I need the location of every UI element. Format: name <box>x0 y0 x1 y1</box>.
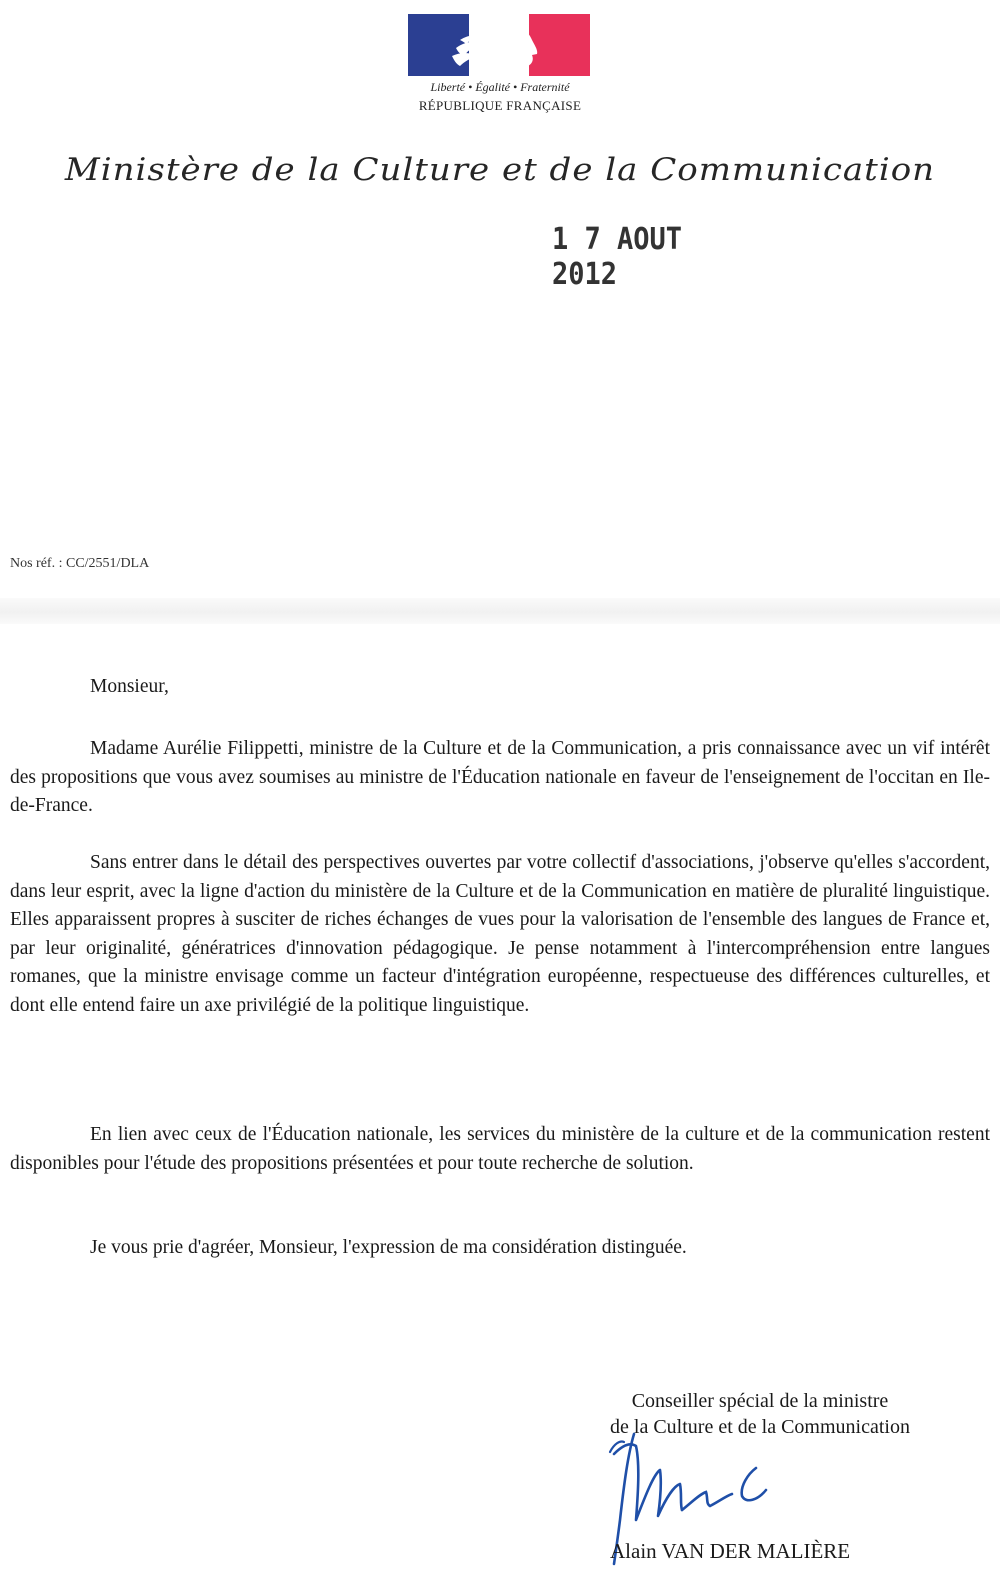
marianne-logo <box>408 14 590 76</box>
paragraph-text: Sans entrer dans le détail des perspectives ouvertes par votre collectif d'associations, j'observe qu'elles s'accordent, dans leur esprit, avec la ligne d'action du ministère de la Culture et de la Communication en matière de pluralité linguistique. Elles apparaissent propres à susciter de riches échanges de vues pour la valorisation de l'ensemble des langues de France et, par leur originalité, génératrices d'innovation pédagogique. Je pense notamment à l'intercompréhension entre langues romanes, que la ministre envisage comme un facteur d'intégration européenne, respectueuse des différences culturelles, et dont elle entend faire un axe privilégié de la politique linguistique. <box>10 852 990 1016</box>
signatory-name: Alain VAN DER MALIÈRE <box>610 1539 851 1563</box>
paragraph-text: Madame Aurélie Filippetti, ministre de la Culture et de la Communication, a pris connaissance avec un vif intérêt des propositions que vous avez soumises au ministre de l'Éducation nationale en faveur de l'enseignement de l'occitan en Ile-de-France. <box>10 738 990 817</box>
signatory-title-line: Conseiller spécial de la ministre <box>631 1390 889 1412</box>
reference-number: Nos réf. : CC/2551/DLA <box>10 556 150 571</box>
paper-fold <box>0 598 1000 624</box>
closing-formula: Je vous prie d'agréer, Monsieur, l'expression de ma considération distinguée. <box>90 1237 687 1258</box>
salutation: Monsieur, <box>90 676 169 697</box>
republic-motto: Liberté • Égalité • Fraternité <box>430 80 570 94</box>
ministry-heading: Ministère de la Culture et de la Communication <box>64 151 936 189</box>
paragraph-text: En lien avec ceux de l'Éducation nationale, les services du ministère de la culture et de la communication restent disponibles pour l'étude des propositions présentées et pour toute recherche de solution. <box>10 1124 990 1174</box>
date-stamp: 1 7 AOUT 2012 <box>552 222 683 292</box>
body-paragraph <box>10 735 990 821</box>
body-paragraph <box>10 849 990 1021</box>
signatory-title-line: de la Culture et de la Communication <box>610 1416 910 1438</box>
body-paragraph <box>10 1121 990 1178</box>
republic-name: RÉPUBLIQUE FRANÇAISE <box>418 98 582 113</box>
